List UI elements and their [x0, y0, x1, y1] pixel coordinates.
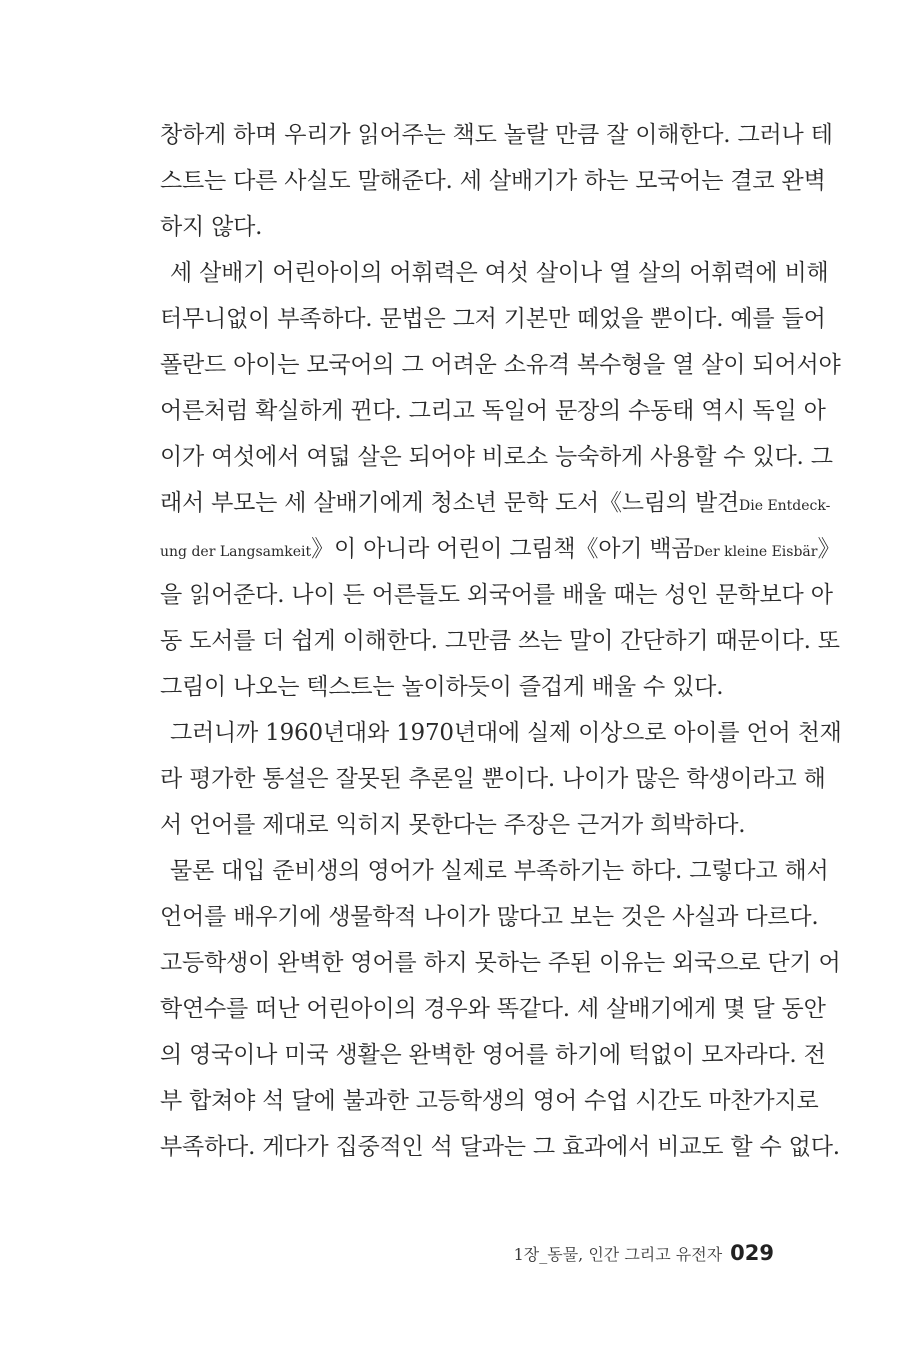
text-line: 학연수를 떠난 어린아이의 경우와 똑같다. 세 살배기에게 몇 달 동안 — [160, 996, 826, 1022]
text-line: 부 합쳐야 석 달에 불과한 고등학생의 영어 수업 시간도 마찬가지로 — [160, 1088, 819, 1114]
running-footer-chapter: 1장_동물, 인간 그리고 유전자 — [513, 1245, 723, 1264]
text-line: 하지 않다. — [160, 214, 263, 240]
text-line — [160, 480, 831, 526]
text-line: 그림이 나오는 텍스트는 놀이하듯이 즐겁게 배울 수 있다. — [160, 674, 724, 700]
original-title-fragment: ung der Langsamkeit — [160, 544, 312, 560]
text-line: 부족하다. 게다가 집중적인 석 달과는 그 효과에서 비교도 할 수 없다. — [160, 1134, 840, 1160]
text-line: 을 읽어준다. 나이 든 어른들도 외국어를 배울 때는 성인 문학보다 아 — [160, 582, 833, 608]
text-line — [160, 526, 841, 572]
text-line: 의 영국이나 미국 생활은 완벽한 영어를 하기에 턱없이 모자라다. 전 — [160, 1042, 826, 1068]
text-line: 동 도서를 더 쉽게 이해한다. 그만큼 쓰는 말이 간단하기 때문이다. 또 — [160, 628, 840, 654]
text-fragment: 》이 아니라 어린이 그림책《아기 백곰 — [311, 536, 694, 562]
text-line: 서 언어를 제대로 익히지 못한다는 주장은 근거가 희박하다. — [160, 812, 746, 838]
text-line: 언어를 배우기에 생물학적 나이가 많다고 보는 것은 사실과 다르다. — [160, 904, 819, 930]
text-fragment: 래서 부모는 세 살배기에게 청소년 문학 도서《느림의 발견 — [160, 490, 739, 516]
text-line: 라 평가한 통설은 잘못된 추론일 뿐이다. 나이가 많은 학생이라고 해 — [160, 766, 826, 792]
text-line: 스트는 다른 사실도 말해준다. 세 살배기가 하는 모국어는 결코 완벽 — [160, 168, 826, 194]
original-title-fragment: Die Entdeck- — [739, 498, 831, 514]
text-line: 세 살배기 어린아이의 어휘력은 여섯 살이나 열 살의 어휘력에 비해 — [170, 260, 829, 286]
text-line: 폴란드 아이는 모국어의 그 어려운 소유격 복수형을 열 살이 되어서야 — [160, 352, 841, 378]
text-line: 터무니없이 부족하다. 문법은 그저 기본만 떼었을 뿐이다. 예를 들어 — [160, 306, 826, 332]
page-number: 029 — [730, 1241, 774, 1265]
text-fragment: 》 — [817, 536, 841, 562]
text-line: 이가 여섯에서 여덟 살은 되어야 비로소 능숙하게 사용할 수 있다. 그 — [160, 444, 833, 470]
text-line: 창하게 하며 우리가 읽어주는 책도 놀랄 만큼 잘 이해한다. 그러나 테 — [160, 122, 833, 148]
text-line: 어른처럼 확실하게 뀐다. 그리고 독일어 문장의 수동태 역시 독일 아 — [160, 398, 826, 424]
text-line: 물론 대입 준비생의 영어가 실제로 부족하기는 하다. 그렇다고 해서 — [170, 858, 829, 884]
body-text — [160, 112, 842, 1170]
original-title-fragment: Der kleine Eisbär — [693, 544, 818, 560]
text-line: 고등학생이 완벽한 영어를 하지 못하는 주된 이유는 외국으로 단기 어 — [160, 950, 841, 976]
text-line: 그러니까 1960년대와 1970년대에 실제 이상으로 아이를 언어 천재 — [170, 720, 842, 746]
page-footer — [514, 1238, 774, 1268]
